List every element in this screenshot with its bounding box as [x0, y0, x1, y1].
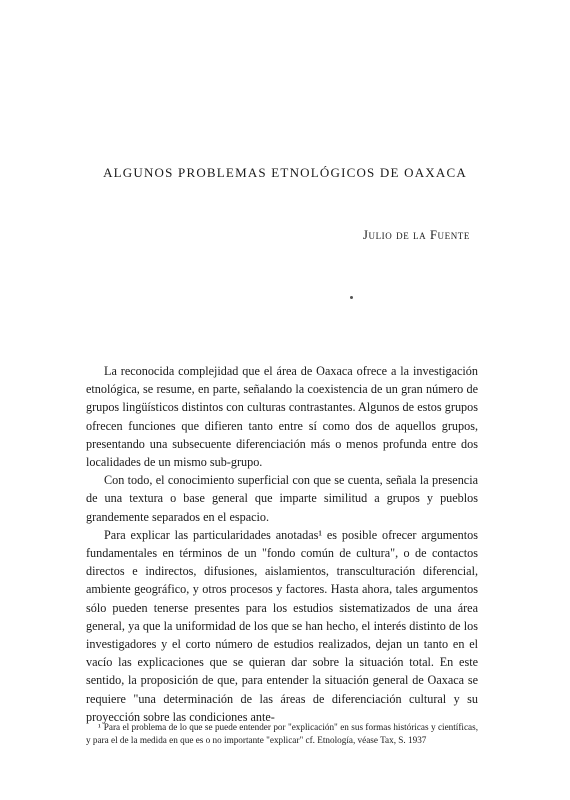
author-name: Julio de la Fuente — [363, 228, 470, 242]
footnote-marker: ¹ — [98, 722, 101, 732]
article-title: ALGUNOS PROBLEMAS ETNOLÓGICOS DE OAXACA — [103, 165, 467, 180]
body-paragraph-3: Para explicar las particularidades anotadas¹ es posible ofrecer argumentos fundamentales en términos de un "fondo común de cultura", o de contactos directos e indirectos, difusiones, aislamientos, transculturación diferencial, ambiente geográfico, y otros procesos y factores. Hasta ahora, tales argumentos sólo pueden tenerse presentes para los estudios sistematizados de una área general, ya que la uniformidad de los que se han hecho, el interés distinto de los investigadores y el corto número de estudios realizados, dejan un tanto en el vacío las explicaciones que se quieran dar sobre la situación total. En este sentido, la proposición de que, para entender la situación general de Oaxaca se requiere "una determinación de las áreas de diferenciación cultural y su proyección sobre las condiciones ante- — [86, 527, 478, 724]
article-body — [86, 362, 478, 726]
section-ornament — [350, 296, 353, 299]
body-paragraph-2: Con todo, el conocimiento superficial con que se cuenta, señala la presencia de una textura o base general que imparte similitud a grupos y pueblos grandemente separados en el espacio. — [86, 473, 478, 524]
body-paragraph-1: La reconocida complejidad que el área de Oaxaca ofrece a la investigación etnológica, se resume, en parte, señalando la coexistencia de un gran número de grupos lingüísticos distintos con culturas contrastantes. Algunos de estos grupos ofrecen funciones que difieren tanto entre sí como dos de aquellos grupos, presentando una subsecuente diferenciación más o menos profunda entre dos localidades de un mismo sub-grupo. — [86, 364, 478, 470]
footnote-text: Para el problema de lo que se puede entender por "explicación" en sus formas históricas y científicas, y para el de la medida en que es o no importante "explicar" cf. Etnología, véase Tax, S. 1937 — [86, 722, 478, 745]
footnote — [86, 721, 478, 747]
